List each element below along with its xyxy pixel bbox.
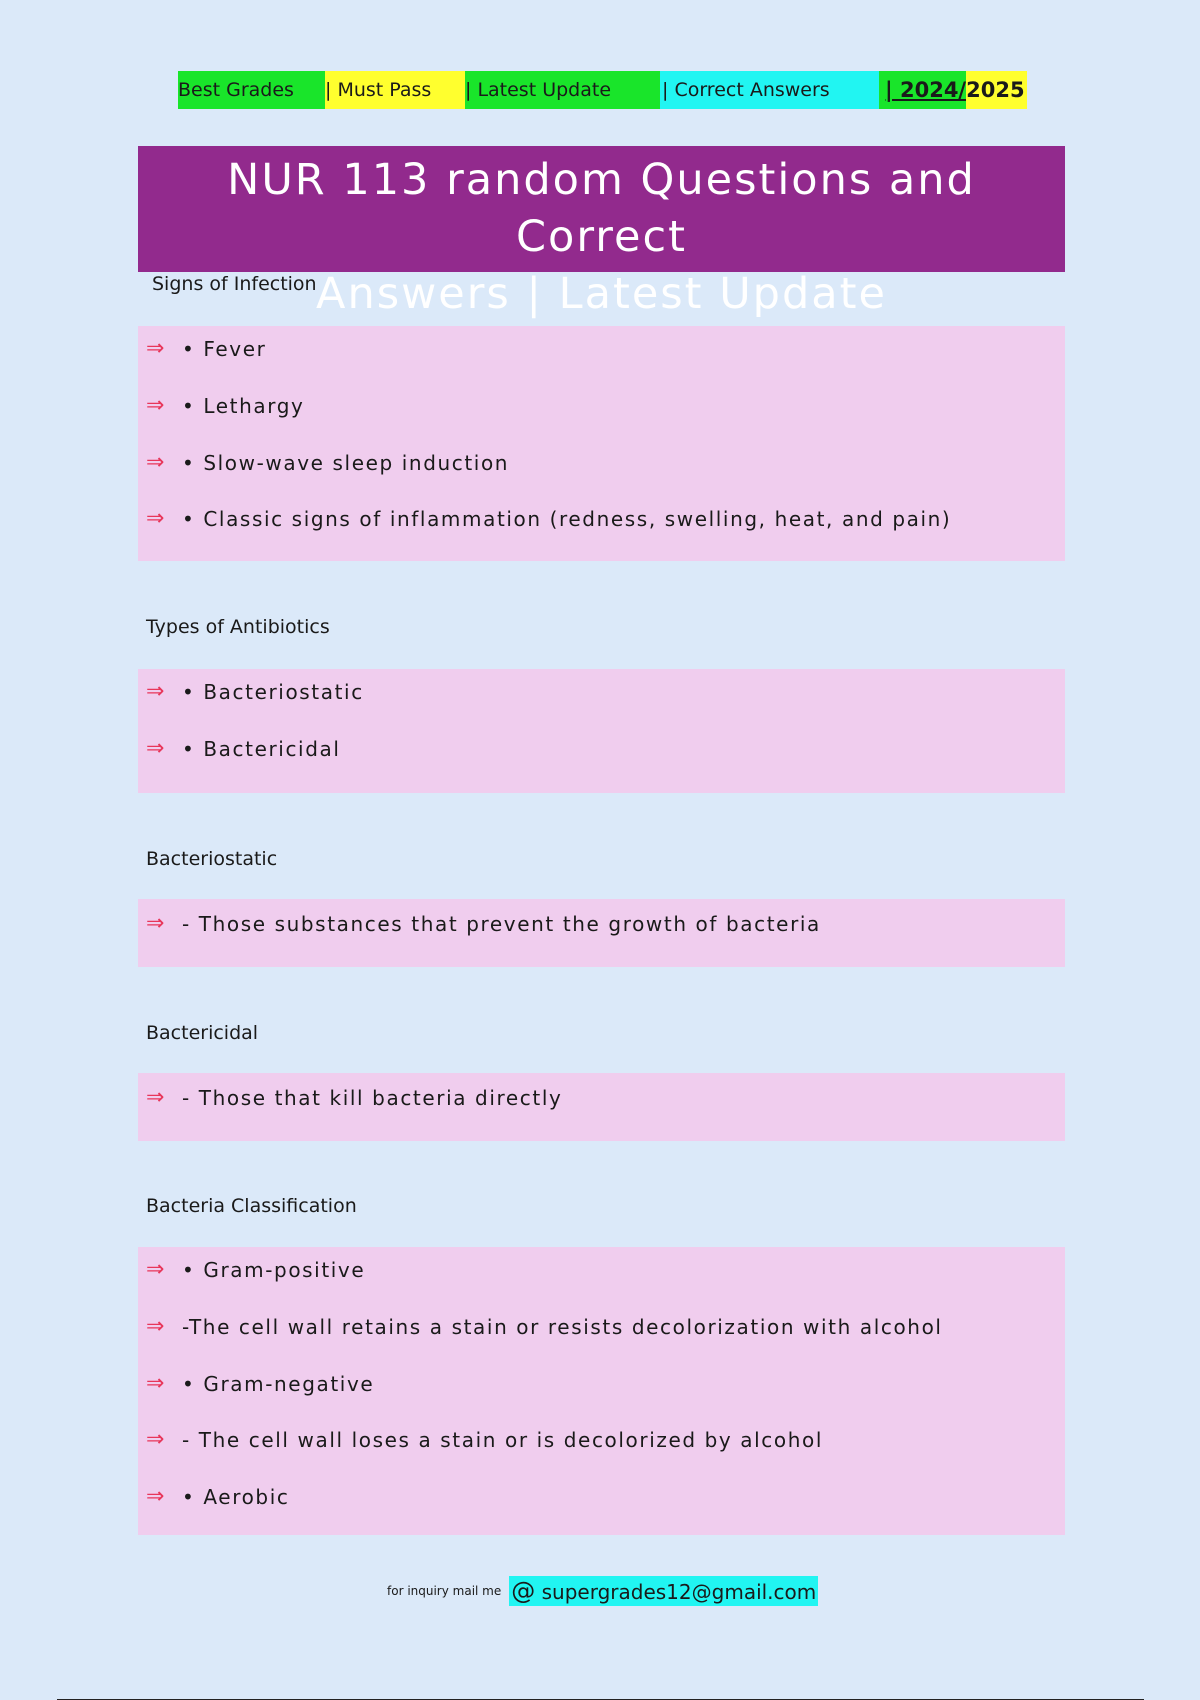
list-item — [146, 736, 341, 761]
arrow-right-icon: ⇒ — [146, 393, 165, 418]
list-item — [146, 1257, 365, 1282]
answer-box-signs-of-infection — [138, 326, 1065, 561]
arrow-right-icon: ⇒ — [146, 911, 165, 936]
list-item — [146, 506, 951, 531]
arrow-right-icon: ⇒ — [146, 1371, 165, 1396]
list-item-text: -The cell wall retains a stain or resists decolorization with alcohol — [182, 1314, 943, 1339]
list-item-text: - Those substances that prevent the growth of bacteria — [182, 911, 821, 936]
tag-latest-update: | Latest Update — [465, 71, 660, 109]
arrow-right-icon: ⇒ — [146, 1085, 165, 1110]
at-icon: @ — [511, 1577, 536, 1605]
title-line-1: NUR 113 random Questions and Correct — [227, 155, 976, 262]
section-label-types-of-antibiotics: Types of Antibiotics — [146, 616, 330, 638]
list-item — [146, 450, 509, 475]
list-item — [146, 336, 266, 361]
list-item-text: • Fever — [182, 336, 267, 361]
list-item-text: • Gram-positive — [182, 1257, 366, 1282]
arrow-right-icon: ⇒ — [146, 506, 165, 531]
arrow-right-icon: ⇒ — [146, 1484, 165, 1509]
section-label-signs-of-infection: Signs of Infection — [152, 273, 317, 295]
answer-box-bacteriostatic — [138, 899, 1065, 967]
list-item — [146, 911, 821, 936]
list-item-text: • Classic signs of inflammation (redness, swelling, heat, and pain) — [182, 506, 952, 531]
list-item-text: • Lethargy — [182, 393, 305, 418]
section-label-bacteria-classification: Bacteria Classification — [146, 1195, 357, 1217]
tag-year-end: 2025 — [966, 71, 1026, 109]
answer-box-bactericidal — [138, 1073, 1065, 1141]
answer-box-types-of-antibiotics — [138, 669, 1065, 793]
footer-label: for inquiry mail me — [387, 1584, 502, 1598]
arrow-right-icon: ⇒ — [146, 336, 165, 361]
list-item — [146, 1427, 823, 1452]
tag-bar — [178, 71, 1027, 109]
list-item — [146, 679, 364, 704]
arrow-right-icon: ⇒ — [146, 736, 165, 761]
list-item — [146, 393, 304, 418]
section-label-bacteriostatic: Bacteriostatic — [146, 848, 278, 870]
title-line-2: Answers | Latest Update — [316, 269, 887, 319]
tag-year-start: | 2024/ — [879, 71, 966, 109]
footer-email-address[interactable]: supergrades12@gmail.com — [541, 1580, 817, 1604]
footer — [387, 1576, 818, 1606]
tag-best-grades: Best Grades — [178, 71, 325, 109]
list-item-text: • Bacteriostatic — [182, 679, 364, 704]
tag-must-pass: | Must Pass — [325, 71, 465, 109]
arrow-right-icon: ⇒ — [146, 1314, 165, 1339]
tag-correct-answers: | Correct Answers — [660, 71, 879, 109]
list-item-text: - The cell wall loses a stain or is decolorized by alcohol — [182, 1427, 824, 1452]
section-label-bactericidal: Bactericidal — [146, 1022, 259, 1044]
tag-year — [879, 71, 1027, 109]
arrow-right-icon: ⇒ — [146, 1257, 165, 1282]
list-item — [146, 1314, 943, 1339]
arrow-right-icon: ⇒ — [146, 679, 165, 704]
arrow-right-icon: ⇒ — [146, 450, 165, 475]
arrow-right-icon: ⇒ — [146, 1427, 165, 1452]
list-item — [146, 1085, 562, 1110]
list-item — [146, 1371, 374, 1396]
footer-email[interactable] — [509, 1576, 818, 1606]
list-item-text: - Those that kill bacteria directly — [182, 1085, 563, 1110]
answer-box-bacteria-classification — [138, 1247, 1065, 1535]
list-item-text: • Bactericidal — [182, 736, 341, 761]
list-item-text: • Slow-wave sleep induction — [182, 450, 510, 475]
list-item — [146, 1484, 289, 1509]
list-item-text: • Aerobic — [182, 1484, 290, 1509]
list-item-text: • Gram-negative — [182, 1371, 375, 1396]
